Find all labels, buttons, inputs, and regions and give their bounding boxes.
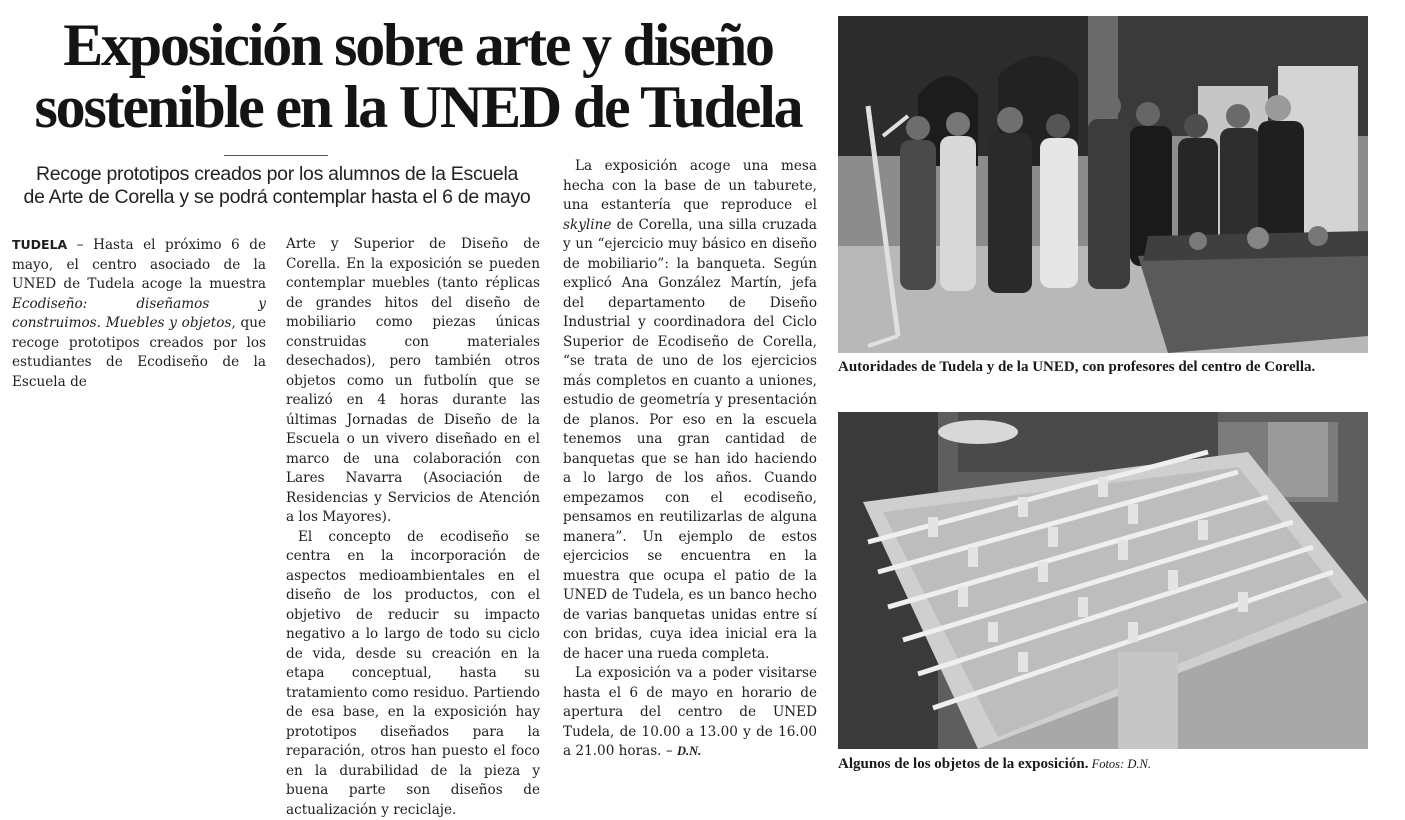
- group-photo: [838, 16, 1368, 353]
- body-text: La exposición va a poder visitarse hasta el 6 de mayo en horario de apertura del centro de UNED Tudela, de 10.00 a 13.00 y de 16.00 a 21.00 horas. –: [563, 665, 817, 759]
- subheadline: [12, 163, 542, 209]
- article-column-2: [286, 235, 540, 820]
- paragraph: [12, 235, 266, 392]
- paragraph: El concepto de ecodiseño se centra en la incorporación de aspectos medioambientales en el diseño de los productos, con el objetivo de reducir su impacto negativo a lo largo de todo su ciclo de vida, desde su creación en la etapa conceptual, hasta su tratamiento como residuo. Partiendo de esa base, en la exposición hay prototipos diseñados para la reparación, otros han puesto el foco en la durabilidad de la pieza y buena parte son diseños de actualización y reciclaje.: [286, 528, 540, 820]
- divider-rule: [224, 155, 328, 156]
- photo-credit: Fotos: D.N.: [1088, 757, 1151, 771]
- exhibition-title: Ecodiseño: diseñamos y construimos. Muebles y objetos,: [12, 296, 266, 332]
- article-column-1: [12, 235, 266, 392]
- headline-line-1: Exposición sobre arte y diseño: [18, 14, 818, 76]
- paragraph: [563, 157, 817, 664]
- body-text: que recoge prototipos creados por los estudiantes de Ecodiseño de la Escuela de: [12, 315, 266, 390]
- foosball-table-photo: [838, 412, 1368, 749]
- subheadline-line-2: de Arte de Corella y se podrá contemplar hasta el 6 de mayo: [12, 186, 542, 209]
- author-signature: D.N.: [677, 744, 701, 758]
- body-text: de Corella, una silla cruzada y un “ejercicio muy básico en diseño de mobiliario”: la banqueta. Según explicó Ana González Martín, jefa del departamento de Diseño Industrial y coordinadora del Ciclo Superior de Ecodiseño de Corella, “se trata de uno de los ejercicios más completos en cuanto a uniones, estudio de geometría y presentación de planos. Por eso en la escuela tenemos una gran cantidad de banquetas que se han ido haciendo a lo largo de los años. Cuando empezamos con el ecodiseño, pensamos en reutilizarlas de alguna manera”. Un ejemplo de estos ejercicios se encuentra en la muestra que ocupa el patio de la UNED de Tudela, es un banco hecho de varias banquetas unidas entre sí con bridas, cuya idea inicial era la de hacer una rueda completa.: [563, 217, 817, 662]
- body-text: La exposición acoge una mesa hecha con la base de un taburete, una estantería que reproduce el: [563, 158, 817, 213]
- headline: [18, 14, 818, 138]
- subheadline-line-1: Recoge prototipos creados por los alumnos de la Escuela: [12, 163, 542, 186]
- body-text: – Hasta el próximo 6 de mayo, el centro asociado de la UNED de Tudela acoge la muestra: [12, 237, 266, 292]
- headline-line-2: sostenible en la UNED de Tudela: [18, 76, 818, 138]
- italic-term: skyline: [563, 217, 611, 233]
- caption-text: Algunos de los objetos de la exposición.: [838, 756, 1088, 772]
- photo-caption-bottom: [838, 755, 1151, 773]
- photo-caption-top: Autoridades de Tudela y de la UNED, con profesores del centro de Corella.: [838, 358, 1315, 376]
- paragraph: Arte y Superior de Diseño de Corella. En la exposición se pueden contemplar muebles (tanto réplicas de grandes hitos del diseño de mobiliario como piezas únicas construidas con materiales desechados), pero también otros objetos como un futbolín que se realizó en 4 horas durante las últimas Jornadas de Diseño de la Escuela o un vivero diseñado en el marco de una colaboración con Lares Navarra (Asociación de Residencias y Servicios de Atención a los Mayores).: [286, 235, 540, 528]
- paragraph: [563, 664, 817, 762]
- dateline: TUDELA: [12, 237, 67, 252]
- article-column-3: [563, 157, 817, 762]
